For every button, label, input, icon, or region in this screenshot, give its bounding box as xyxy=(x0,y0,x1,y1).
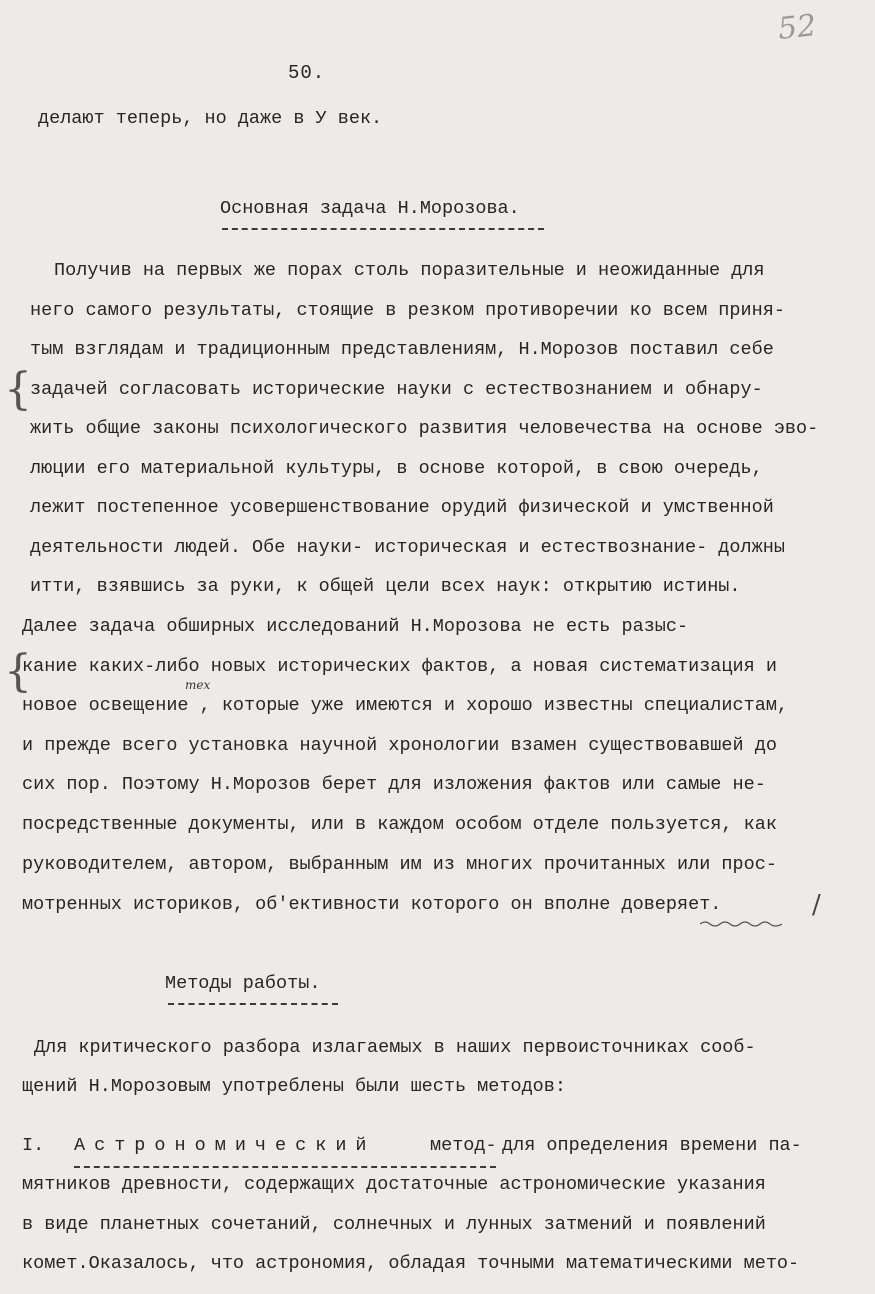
intro-line: делают теперь, но даже в У век. xyxy=(38,108,383,129)
paragraph-line: руководителем, автором, выбранным им из многих прочитанных или прос- xyxy=(22,854,777,875)
heading-underline xyxy=(168,1003,338,1005)
method-numeral: I. xyxy=(22,1135,45,1156)
section-heading-methods: Методы работы. xyxy=(165,973,321,994)
paragraph-line: Для критического разбора излагаемых в наших первоисточниках сооб- xyxy=(34,1037,756,1058)
margin-slash-mark: / xyxy=(812,890,821,920)
paragraph-line: Далее задача обширных исследований Н.Морозова не есть разыс- xyxy=(22,616,689,637)
paragraph-line: мотренных историков, об'ективности которого он вполне доверяет. xyxy=(22,894,722,915)
method-line: в виде планетных сочетаний, солнечных и лунных затмений и появлений xyxy=(22,1214,766,1235)
paragraph-line: деятельности людей. Обе науки- историческая и естествознание- должны xyxy=(30,537,785,558)
page-number: 50. xyxy=(288,62,326,84)
paragraph-line: Получив на первых же порах столь поразительные и неожиданные для xyxy=(54,260,765,281)
paragraph-line: тым взглядам и традиционным представлениям, Н.Морозов поставил себе xyxy=(30,339,774,360)
handwritten-insertion: тех xyxy=(185,678,211,692)
margin-brace-mark: { xyxy=(4,364,32,415)
paragraph-line: щений Н.Морозовым употреблены были шесть методов: xyxy=(22,1076,566,1097)
margin-brace-mark: { xyxy=(4,646,32,697)
paragraph-line: люции его материальной культуры, в основе которой, в свою очередь, xyxy=(30,458,763,479)
paragraph-line: и прежде всего установка научной хронологии взамен существовавшей до xyxy=(22,735,777,756)
paragraph-line: жить общие законы психологического развития человечества на основе эво- xyxy=(30,418,819,439)
paragraph-line: новое освещение , которые уже имеются и хорошо известны специалистам, xyxy=(22,695,789,716)
heading-underline xyxy=(222,228,544,230)
section-heading-main-task: Основная задача Н.Морозова. xyxy=(220,198,520,219)
method-term: метод- xyxy=(430,1135,497,1156)
method-underline xyxy=(74,1166,496,1168)
method-line: мятников древности, содержащих достаточные астрономические указания xyxy=(22,1174,766,1195)
archive-page-number: 52 xyxy=(776,8,818,47)
paragraph-line: него самого результаты, стоящие в резком противоречии ко всем приня- xyxy=(30,300,785,321)
method-line: для определения времени па- xyxy=(502,1135,802,1156)
paragraph-line: задачей согласовать исторические науки с естествознанием и обнару- xyxy=(30,379,763,400)
paragraph-line: итти, взявшись за руки, к общей цели всех наук: открытию истины. xyxy=(30,576,741,597)
paragraph-line: сих пор. Поэтому Н.Морозов берет для изложения фактов или самые не- xyxy=(22,774,766,795)
wavy-underline-mark xyxy=(700,920,782,928)
method-line: комет.Оказалось, что астрономия, обладая точными математическими мето- xyxy=(22,1253,800,1274)
paragraph-line: кание каких-либо новых исторических фактов, а новая систематизация и xyxy=(22,656,777,677)
paragraph-line: лежит постепенное усовершенствование орудий физической и умственной xyxy=(30,497,774,518)
method-name: Астрономический xyxy=(74,1135,376,1156)
paragraph-line: посредственные документы, или в каждом особом отделе пользуется, как xyxy=(22,814,777,835)
